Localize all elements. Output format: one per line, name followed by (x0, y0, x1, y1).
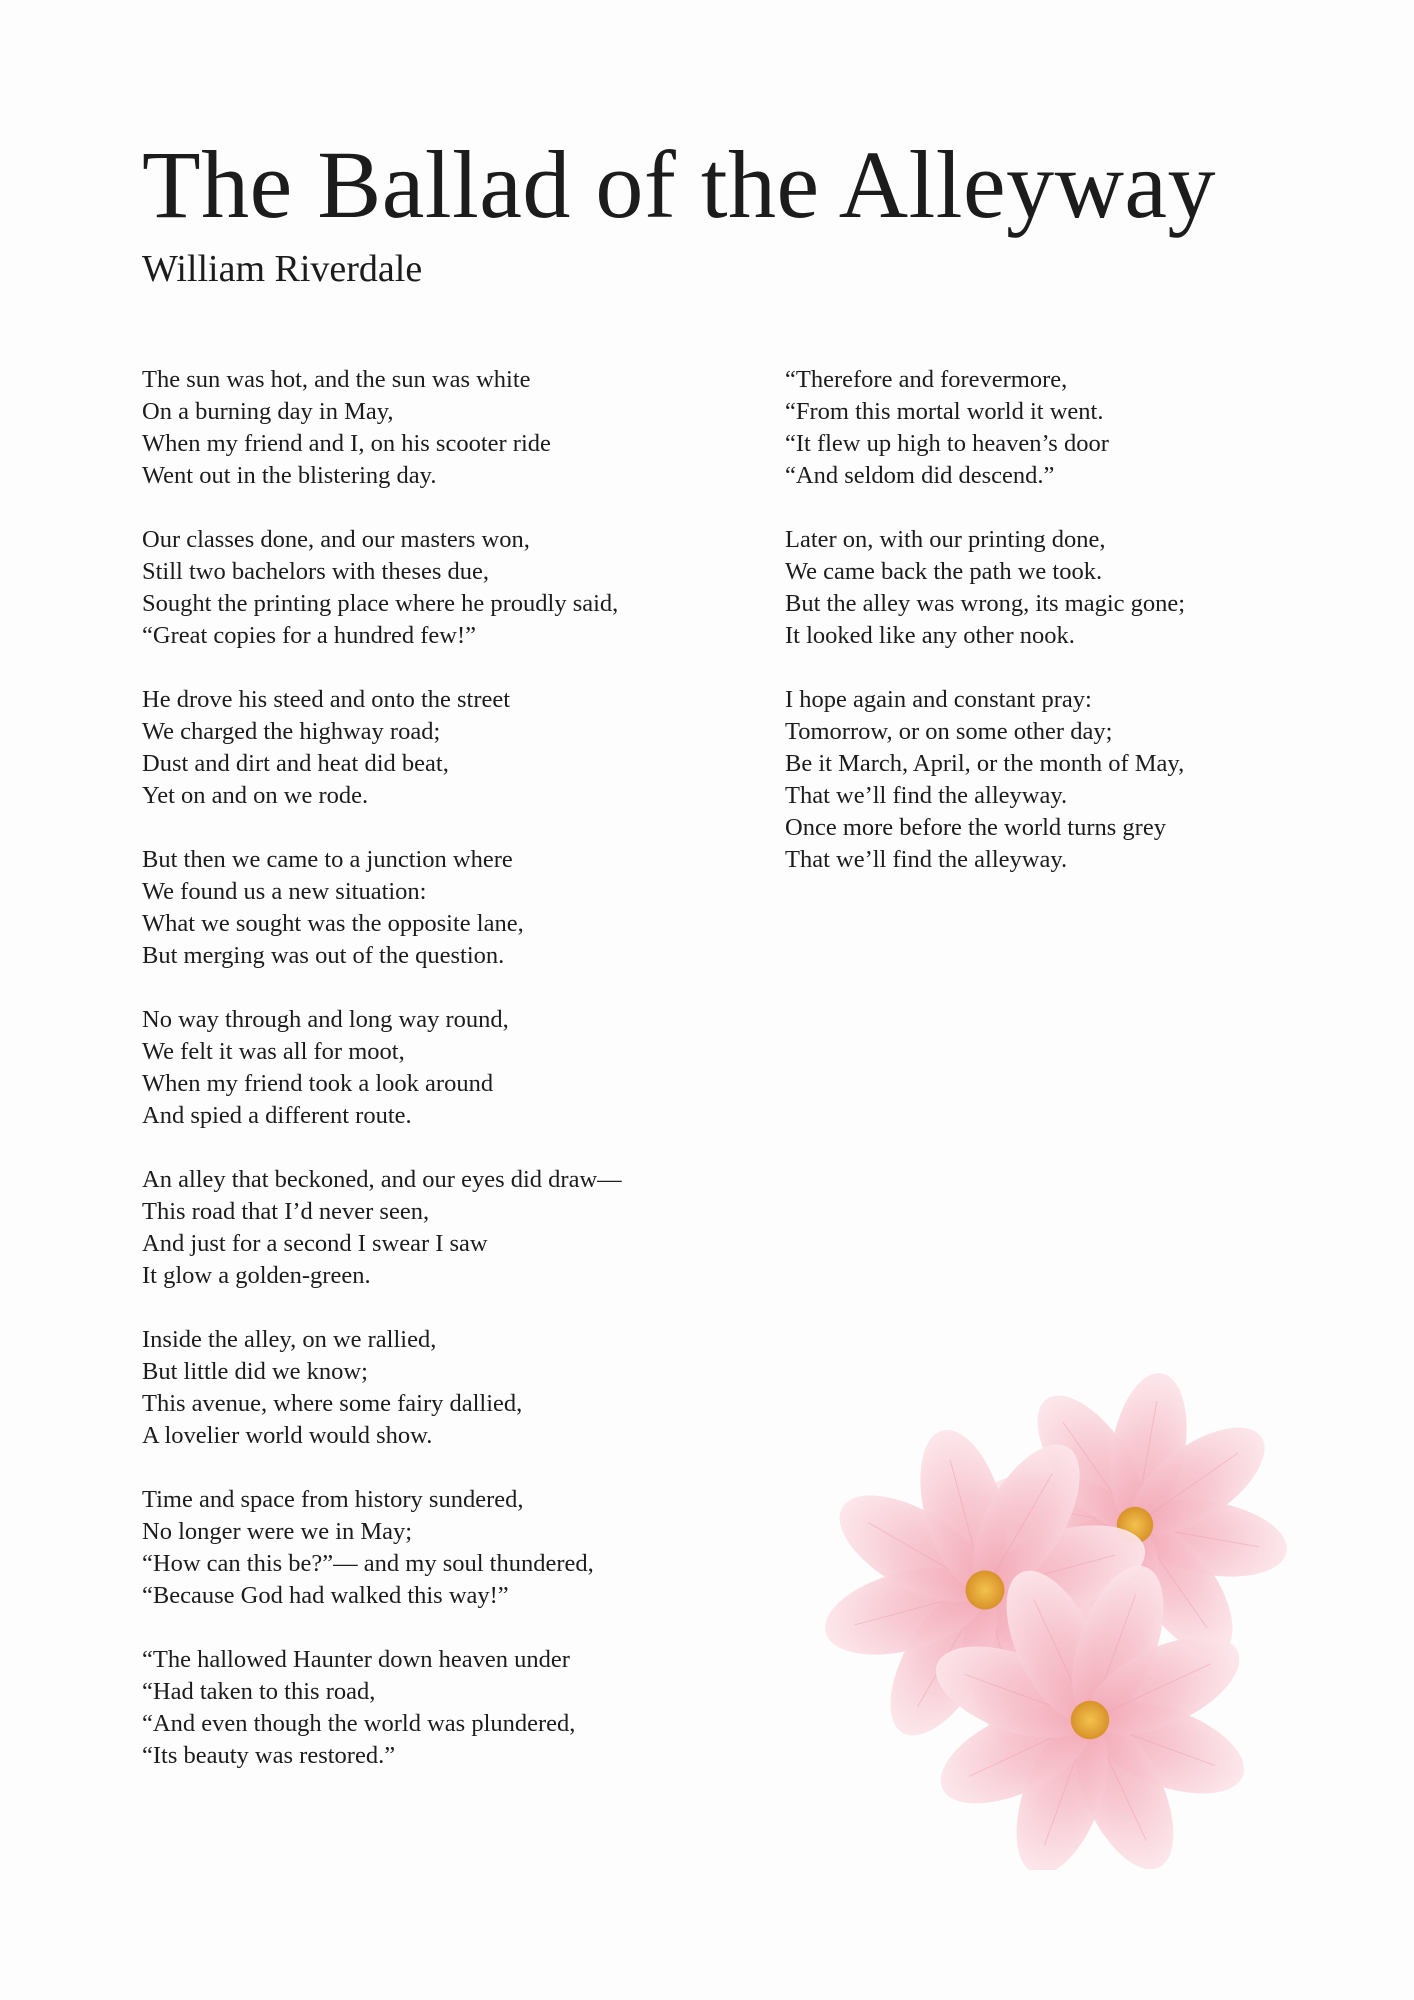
poem-line: It looked like any other nook. (785, 622, 1075, 649)
poem-line: “Its beauty was restored.” (142, 1742, 396, 1769)
poem-line: We felt it was all for moot, (142, 1038, 405, 1065)
poem-line: “Because God had walked this way!” (142, 1582, 509, 1609)
poem-line: “How can this be?”— and my soul thundered, (142, 1550, 594, 1577)
poem-line: We came back the path we took. (785, 558, 1103, 585)
poem-line: “The hallowed Haunter down heaven under (142, 1646, 570, 1673)
poem-line: I hope again and constant pray: (785, 686, 1092, 713)
poem-line: This road that I’d never seen, (142, 1198, 430, 1225)
stanza (142, 844, 762, 972)
poem-line: When my friend and I, on his scooter ride (142, 430, 551, 457)
poem-line: Sought the printing place where he proudly said, (142, 590, 619, 617)
poem-line: No longer were we in May; (142, 1518, 413, 1545)
poem-line: Inside the alley, on we rallied, (142, 1326, 437, 1353)
poem-line: “From this mortal world it went. (785, 398, 1104, 425)
stanza (142, 1004, 762, 1132)
poem-line: But the alley was wrong, its magic gone; (785, 590, 1186, 617)
poem-line: And spied a different route. (142, 1102, 412, 1129)
poem-line: “Therefore and forevermore, (785, 366, 1068, 393)
poem-line: Once more before the world turns grey (785, 814, 1166, 841)
poem-line: Tomorrow, or on some other day; (785, 718, 1113, 745)
poem-line: But merging was out of the question. (142, 942, 505, 969)
poem-line: Later on, with our printing done, (785, 526, 1106, 553)
poem-line: A lovelier world would show. (142, 1422, 433, 1449)
poem-line: That we’ll find the alleyway. (785, 846, 1068, 873)
poem-line: And just for a second I swear I saw (142, 1230, 488, 1257)
poem-line: On a burning day in May, (142, 398, 394, 425)
poem-line: Our classes done, and our masters won, (142, 526, 530, 553)
poem-line: Still two bachelors with theses due, (142, 558, 490, 585)
poem-line: The sun was hot, and the sun was white (142, 366, 531, 393)
poem-line: Dust and dirt and heat did beat, (142, 750, 449, 777)
poem-line: But then we came to a junction where (142, 846, 513, 873)
poem-line: We found us a new situation: (142, 878, 427, 905)
stanza (785, 684, 1345, 876)
stanza (142, 1324, 762, 1452)
stanza (785, 364, 1345, 492)
poem-line: Went out in the blistering day. (142, 462, 437, 489)
poem-line: That we’ll find the alleyway. (785, 782, 1068, 809)
poem-line: “Had taken to this road, (142, 1678, 376, 1705)
poem-left-column (142, 364, 762, 1804)
poem-line: We charged the highway road; (142, 718, 441, 745)
poem-line: Be it March, April, or the month of May, (785, 750, 1185, 777)
poem-right-column (785, 364, 1345, 908)
poem-title: The Ballad of the Alleyway (142, 131, 1217, 238)
stanza (142, 684, 762, 812)
stanza (785, 524, 1345, 652)
poem-line: “Great copies for a hundred few!” (142, 622, 476, 649)
poem-line: Time and space from history sundered, (142, 1486, 524, 1513)
stanza (142, 364, 762, 492)
pink-flowers-illustration (800, 1350, 1290, 1870)
poem-line: What we sought was the opposite lane, (142, 910, 524, 937)
stanza (142, 1644, 762, 1772)
poem-line: “And seldom did descend.” (785, 462, 1055, 489)
stanza (142, 1164, 762, 1292)
poem-line: No way through and long way round, (142, 1006, 509, 1033)
poem-line: He drove his steed and onto the street (142, 686, 511, 713)
poem-line: “And even though the world was plundered, (142, 1710, 576, 1737)
poem-line: “It flew up high to heaven’s door (785, 430, 1109, 457)
stanza (142, 524, 762, 652)
poem-line: It glow a golden-green. (142, 1262, 371, 1289)
poem-line: This avenue, where some fairy dallied, (142, 1390, 523, 1417)
poem-line: An alley that beckoned, and our eyes did draw— (142, 1166, 622, 1193)
poem-line: When my friend took a look around (142, 1070, 494, 1097)
poem-line: Yet on and on we rode. (142, 782, 369, 809)
poem-line: But little did we know; (142, 1358, 368, 1385)
poem-author: William Riverdale (142, 248, 423, 290)
stanza (142, 1484, 762, 1612)
